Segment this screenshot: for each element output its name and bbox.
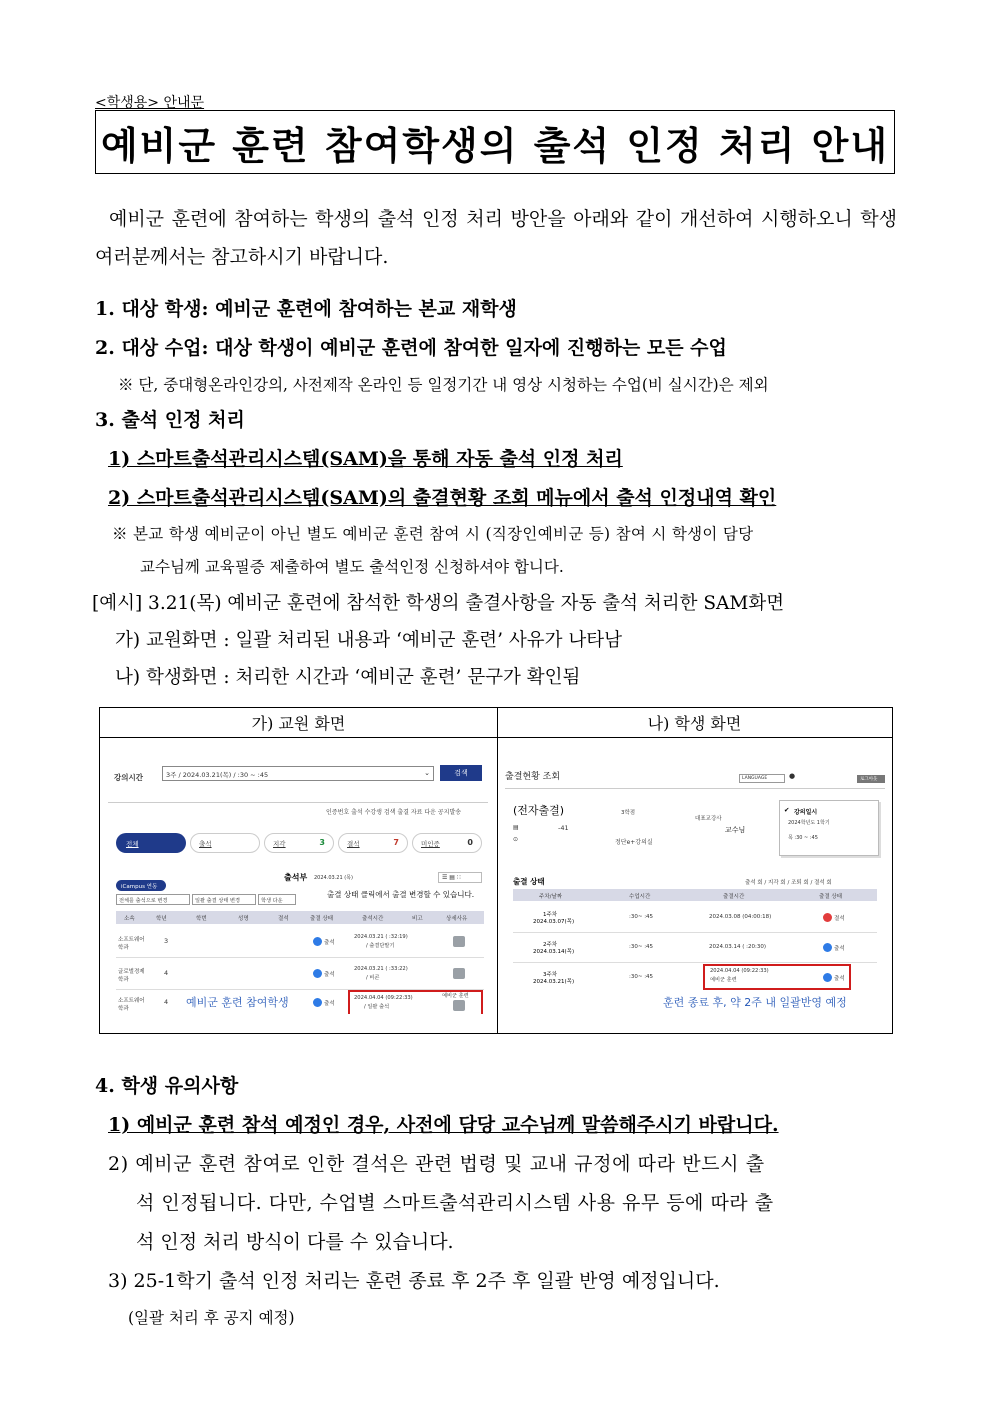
prof-name: 교수님 (725, 826, 746, 834)
section-4: 4. 학생 유의사항 (95, 1075, 239, 1097)
user-icon: ● (789, 772, 796, 780)
example-a: 가) 교원화면 : 일괄 처리된 내용과 ‘예비군 훈련’ 사유가 나타남 (115, 630, 623, 651)
example-heading: [예시] 3.21(목) 예비군 훈련에 참석한 학생의 출결사항을 자동 출석 처리한 SAM화면 (92, 593, 785, 614)
bulk-present-button[interactable]: 전체를 출석으로 변경 (116, 894, 190, 905)
student-column (497, 708, 892, 1033)
filter-late[interactable]: 지각 3 (264, 833, 334, 853)
filter-unverified[interactable]: 미인증 0 (412, 833, 482, 853)
student-screen (503, 744, 887, 1008)
professor-screen (106, 744, 491, 1014)
check-icon (313, 969, 322, 978)
batch-caption: 훈련 종료 후, 약 2주 내 일괄반영 예정 (663, 996, 847, 1008)
roster-title: 출석부 (284, 873, 308, 882)
student-download-button[interactable]: 학생 다운 (258, 894, 296, 905)
edit-icon[interactable] (453, 968, 465, 979)
reservist-caption: 예비군 훈련 참여학생 (186, 996, 289, 1009)
view-toggle[interactable] (438, 872, 482, 883)
section-4-item-2-line-2: 석 인정됩니다. 다만, 수업별 스마트출석관리시스템 사용 유무 등에 따라 출 (136, 1192, 774, 1214)
page-title: 예비군 훈련 참여학생의 출석 인정 처리 안내 (100, 123, 890, 168)
section-4-item-1: 1) 예비군 훈련 참석 예정인 경우, 사전에 담당 교수님께 말씀해주시기 바랍니다. (108, 1114, 779, 1136)
section-4-item-3-note: (일괄 처리 후 공지 예정) (128, 1309, 295, 1327)
filter-all[interactable]: 전체 (116, 833, 186, 853)
section-3-item-2: 2) 스마트출석관리시스템(SAM)의 출결현황 조회 메뉴에서 출석 인정내역 확인 (108, 487, 777, 509)
divider (108, 802, 488, 803)
example-figure (99, 707, 893, 1034)
section-4-item-2-line-1: 2) 예비군 훈련 참여로 인한 결석은 관련 법령 및 교내 규정에 따라 반드시 출 (108, 1153, 765, 1175)
location-icon: ⊙ (513, 836, 519, 843)
example-b: 나) 학생화면 : 처리한 시간과 ‘예비군 훈련’ 문구가 확인됨 (115, 667, 581, 688)
table-row: 2주차 2024.03.14(목) :30~ :45 2024.03.14 ( :20:30) 출석 (513, 932, 877, 963)
search-button[interactable]: 검색 (440, 765, 482, 781)
check-icon (313, 998, 322, 1007)
student-header: 나) 학생 화면 (497, 708, 892, 738)
status-table-header: 주차/날짜 수업시간 출결시간 출결 상태 (513, 889, 877, 901)
roster-hint: 출결 상태 클릭에서 출결 변경할 수 있습니다. (327, 890, 475, 899)
credits: 3학점 (621, 810, 636, 816)
check-icon (313, 937, 322, 946)
section-4-item-2-line-3: 석 인정 처리 방식이 다를 수 있습니다. (136, 1231, 454, 1253)
table-row: 3주차 2024.03.21(목) :30~ :45 2024.04.04 (09:22:33) 예비군 훈련 출석 (533, 968, 845, 985)
check-icon (823, 943, 832, 952)
roster-table-header: 소속 학년 학번 성명 결석 출결 상태 출석시간 비고 상세사유 (116, 911, 484, 924)
bulk-status-button[interactable]: 일괄 출결 상태 변경 (192, 894, 256, 905)
lecture-label: 강의시간 (114, 773, 143, 782)
highlight-box (703, 964, 851, 990)
section-3-note-1: ※ 본교 학생 예비군이 아닌 별도 예비군 훈련 참여 시 (직장인예비군 등) 참여 시 학생이 담당 (112, 525, 754, 543)
title-box (95, 110, 895, 174)
professor-header: 가) 교원 화면 (100, 708, 497, 738)
course-name: (전자출결) (513, 804, 565, 817)
lecture-info-card: ✔ 강의일시 2024학년도 1학기 목 :30 ~ :45 (779, 800, 879, 856)
x-circle-icon (823, 913, 832, 922)
chevron-down-icon: ⌄ (424, 769, 430, 777)
prof-label: 대표교강사 (695, 816, 722, 822)
status-legend: 출석 회 / 지각 회 / 조퇴 회 / 결석 회 (745, 880, 832, 886)
professor-column (100, 708, 498, 1033)
document-tag: <학생용> 안내문 (95, 95, 205, 111)
course-id: -41 (558, 824, 569, 832)
section-2: 2. 대상 수업: 대상 학생이 예비군 훈련에 참여한 일자에 진행하는 모든 수업 (95, 337, 727, 359)
room: 정단e+강의실 (615, 839, 653, 846)
check-circle-icon: ✔ (784, 806, 790, 814)
section-2-note: ※ 단, 중대형온라인강의, 사전제작 온라인 등 일정기간 내 영상 시청하는 수업(비 실시간)은 제외 (118, 376, 769, 394)
roster-date: 2024.03.21 (목) (314, 875, 353, 881)
section-3: 3. 출석 인정 처리 (95, 409, 245, 431)
table-row: 소프트웨어학과 3 출석 2024.03.21 ( :32:19) / 출결단말기 (116, 925, 484, 958)
filter-present[interactable]: 출석 (190, 833, 260, 853)
divider (505, 788, 885, 789)
filter-absent[interactable]: 결석 7 (338, 833, 408, 853)
intro-paragraph: 예비군 훈련에 참여하는 학생의 출석 인정 처리 방안을 아래와 같이 개선하여 시행하오니 학생 여러분께서는 참고하시기 바랍니다. (95, 208, 897, 268)
section-3-item-1: 1) 스마트출석관리시스템(SAM)을 통해 자동 출석 인정 처리 (108, 448, 623, 470)
status-title: 출결 상태 (513, 877, 545, 886)
course-id-icon: ▤ (513, 824, 519, 831)
student-page-title: 출결현황 조회 (505, 772, 561, 782)
lecture-select[interactable]: 3주 / 2024.03.21(목) / :30 ~ :45 ⌄ (162, 766, 434, 781)
language-select[interactable]: LANGUAGE (739, 774, 785, 783)
section-4-item-3: 3) 25-1학기 출석 인정 처리는 훈련 종료 후 2주 후 일괄 반영 예정입니다. (108, 1270, 720, 1292)
section-1: 1. 대상 학생: 예비군 훈련에 참여하는 본교 재학생 (95, 298, 517, 320)
highlight-box (348, 990, 483, 1014)
logout-button[interactable]: 로그아웃 (857, 775, 885, 783)
toolbar[interactable]: 인증번호 출석 수강생 검색 출결 자료 다운 공지발송 (326, 809, 462, 816)
table-row: 1주차 2024.03.07(목) :30~ :45 2024.03.08 (04:00:18) 결석 (513, 902, 877, 933)
edit-icon[interactable] (453, 936, 465, 947)
table-row: 글로벌경제학과 4 출석 2024.03.21 ( :33:22) / 비콘 (116, 957, 484, 990)
list-icon: ☰ ▤ ∷ (442, 874, 461, 881)
icampus-badge[interactable]: iCampus 연동 (116, 880, 166, 891)
table-row: 소프트웨어학과 4 예비군 훈련 참여학생 출석 2024.04.04 (09:22:33) / 일괄 출석 예비군 훈련 (118, 993, 469, 1012)
section-3-note-2: 교수님께 교육필증 제출하여 별도 출석인정 신청하셔야 합니다. (140, 558, 564, 576)
